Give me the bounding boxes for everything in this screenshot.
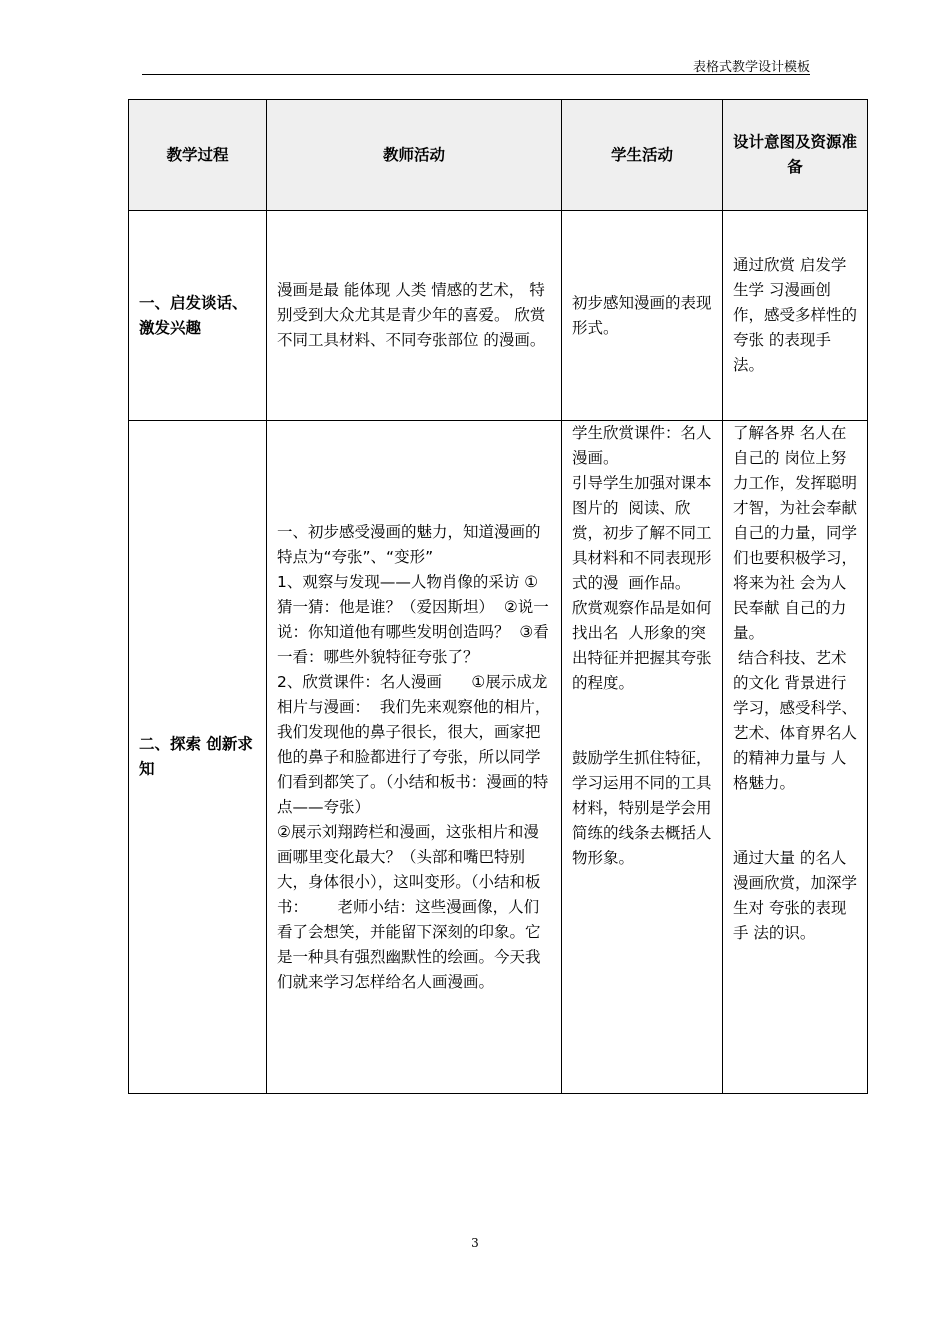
design-intent-cell: 了解各界 名人在自己的 岗位上努力工作，发挥聪明才智，为社会奉献 自己的力量，同学们也要积极学习，将来为社 会为人民奉献 自己的力量。 结合科技、艺术的文化 背景进行学习，感受科学、艺术、体育界名人 的精神力量与 人格魅力。 通过大量 的名人漫画欣赏，加深学生对 夸张的表现手 法的识。 — [723, 421, 868, 1094]
teacher-activity-cell: 漫画是最 能体现 人类 情感的艺术， 特别受到大众尤其是青少年的喜爱。 欣赏不同工具材料、不同夸张部位 的漫画。 — [267, 211, 562, 421]
column-header-student: 学生活动 — [562, 100, 723, 211]
stage-cell: 一、启发谈话、激发兴趣 — [129, 211, 267, 421]
lesson-plan-table — [128, 99, 868, 1094]
column-header-teacher: 教师活动 — [267, 100, 562, 211]
table-header-row — [129, 100, 868, 211]
page-number: 3 — [471, 1236, 479, 1250]
column-header-design: 设计意图及资源准备 — [723, 100, 868, 211]
table-row — [129, 421, 868, 1094]
header-divider — [142, 74, 810, 75]
stage-cell: 二、探索 创新求知 — [129, 421, 267, 1094]
table-row — [129, 211, 868, 421]
student-activity-cell: 初步感知漫画的表现形式。 — [562, 211, 723, 421]
design-intent-cell: 通过欣赏 启发学生学 习漫画创作，感受多样性的夸张 的表现手法。 — [723, 211, 868, 421]
document-header-title: 表格式教学设计模板 — [692, 60, 810, 75]
column-header-stage: 教学过程 — [129, 100, 267, 211]
student-activity-cell: 学生欣赏课件：名人漫画。 引导学生加强对课本图片的 阅读、欣赏，初步了解不同工 具材料和不同表现形式的漫 画作品。 欣赏观察作品是如何找出名 人形象的突出特征并把握其夸张的程度。 鼓励学生抓住特征，学习运用不同的工具材料，特别是学会用简练的线条去概括人物形象。 — [562, 421, 723, 1094]
teacher-activity-cell: 一、初步感受漫画的魅力，知道漫画的特点为“夸张”、“变形” 1、观察与发现——人物肖像的采访 ①猜一猜：他是谁？（爱因斯坦） ②说一说：你知道他有哪些发明创造吗？ ③看一看：哪些外貌特征夸张了？ 2、欣赏课件：名人漫画 ①展示成龙相片与漫画： 我们先来观察他的相片，我们发现他的鼻子很长，很大，画家把他的鼻子和脸都进行了夸张，所以同学们看到都笑了。（小结和板书：漫画的特点——夸张） ②展示刘翔跨栏和漫画，这张相片和漫画哪里变化最大？（头部和嘴巴特别大，身体很小），这叫变形。（小结和板书： 老师小结：这些漫画像，人们看了会想笑，并能留下深刻的印象。它是一种具有强烈幽默性的绘画。今天我们就来学习怎样给名人画漫画。 — [267, 421, 562, 1094]
